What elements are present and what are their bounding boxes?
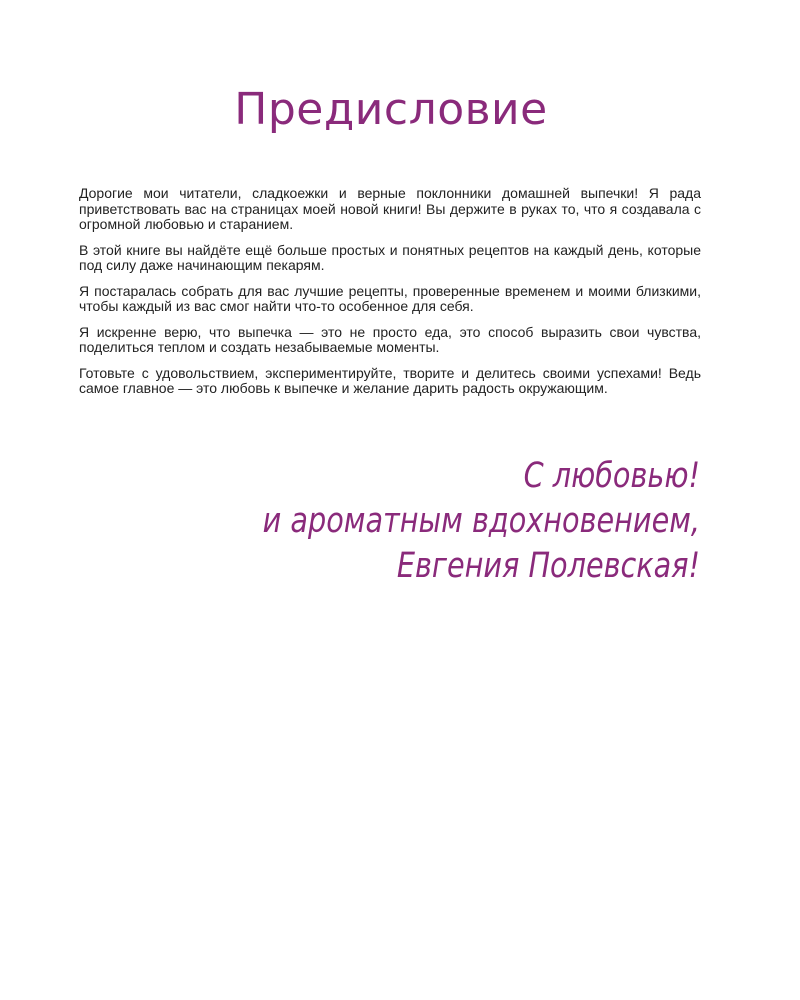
paragraph-recipes: В этой книге вы найдёте ещё больше простых и понятных рецептов на каждый день, которые под силу даже начинающим пекарям. — [79, 241, 701, 273]
paragraph-encouragement: Готовьте с удовольствием, экспериментируйте, творите и делитесь своими успехами! Ведь самое главное — это любовь к выпечке и желание дарить радость окружающим. — [79, 364, 701, 396]
paragraph-belief: Я искренне верю, что выпечка — это не просто еда, это способ выразить свои чувства, поделиться теплом и создать незабываемые моменты. — [79, 323, 701, 355]
signature-line-love: С любовью! — [523, 456, 700, 496]
preface-body — [79, 186, 701, 407]
page-title: Предисловие — [234, 84, 548, 135]
paragraph-greeting: Дорогие мои читатели, сладкоежки и верные поклонники домашней выпечки! Я рада приветствовать вас на страницах моей новой книги! Вы держите в руках то, что я создавала с огромной любовью и старанием. — [79, 185, 701, 232]
signature — [126, 454, 700, 589]
signature-line-inspiration: и ароматным вдохновением, — [262, 501, 700, 541]
signature-line-author: Евгения Полевская! — [396, 546, 700, 586]
paragraph-collection: Я постаралась собрать для вас лучшие рецепты, проверенные временем и моими близкими, чтобы каждый из вас смог найти что-то особенное для себя. — [79, 282, 701, 314]
